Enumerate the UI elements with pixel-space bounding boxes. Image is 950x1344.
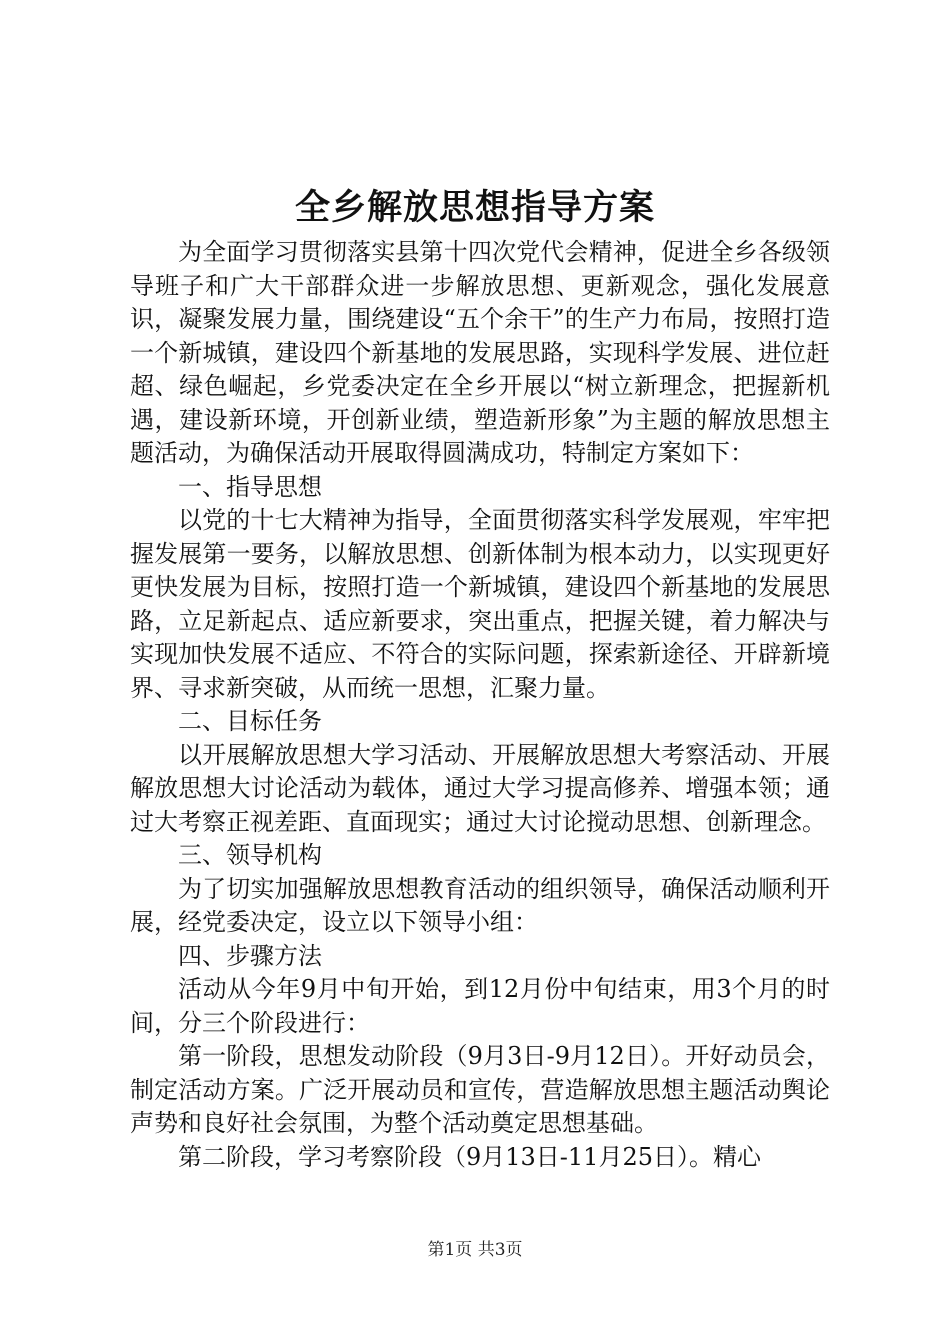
section-paragraph: 第一阶段，思想发动阶段（9月3日-9月12日）。开好动员会，制定活动方案。广泛开展动员和宣传，营造解放思想主题活动舆论声势和良好社会氛围，为整个活动奠定思想基础。 (130, 1042, 830, 1137)
section-paragraph: 以开展解放思想大学习活动、开展解放思想大考察活动、开展解放思想大讨论活动为载体，通过大学习提高修养、增强本领；通过大考察正视差距、直面现实；通过大讨论搅动思想、创新理念。 (130, 740, 830, 836)
section-paragraph: 活动从今年9月中旬开始，到12月份中旬结束，用3个月的时间，分三个阶段进行： (130, 975, 830, 1037)
section-heading-leadership: 三、领导机构 (178, 841, 322, 869)
document-title: 全乡解放思想指导方案 (294, 188, 655, 228)
section-paragraph: 为了切实加强解放思想教育活动的组织领导，确保活动顺利开展，经党委决定，设立以下领导小组： (130, 874, 830, 936)
document-body (130, 236, 830, 1174)
section-paragraph: 以党的十七大精神为指导，全面贯彻落实科学发展观，牢牢把握发展第一要务，以解放思想、创新体制为根本动力，以实现更好更快发展为目标，按照打造一个新城镇，建设四个新基地的发展思路，立足新起点、适应新要求，突出重点，把握关键，着力解决与实现加快发展不适应、不符合的实际问题，探索新途径、开辟新境界、寻求新突破，从而统一思想，汇聚力量。 (130, 506, 830, 702)
section-heading-guiding-ideology: 一、指导思想 (178, 472, 322, 501)
section-heading-steps: 四、步骤方法 (178, 941, 322, 970)
section-paragraph: 第二阶段，学习考察阶段（9月13日-11月25日）。精心 (178, 1142, 761, 1171)
page-footer: 第1页 共3页 (427, 1240, 523, 1260)
section-heading-objectives: 二、目标任务 (178, 707, 322, 735)
intro-paragraph: 为全面学习贯彻落实县第十四次党代会精神，促进全乡各级领导班子和广大干部群众进一步解放思想、更新观念，强化发展意识，凝聚发展力量，围绕建设“五个余干”的生产力布局，按照打造一个新城镇，建设四个新基地的发展思路，实现科学发展、进位赶超、绿色崛起，乡党委决定在全乡开展以“树立新理念，把握新机遇，建设新环境，开创新业绩，塑造新形象”为主题的解放思想主题活动，为确保活动开展取得圆满成功，特制定方案如下： (130, 238, 830, 467)
